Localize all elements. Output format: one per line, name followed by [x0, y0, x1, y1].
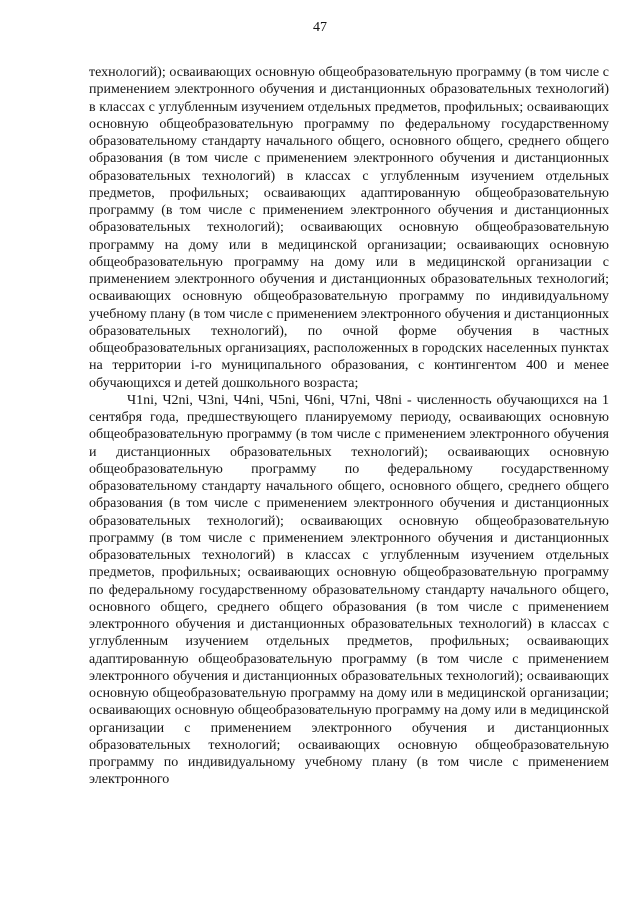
paragraph-continuation: технологий); осваивающих основную общеобразовательную программу (в том числе с применением электронного обучения и дистанционных образовательных технологий) в классах с углубленным изучением отдельных предметов, профильных; осваивающих основную общеобразовательную программу по федеральному государственному образовательному стандарту начального общего, основного общего, среднего общего образования (в том числе с применением электронного обучения и дистанционных образовательных технологий) в классах с углубленным изучением отдельных предметов, профильных; осваивающих адаптированную общеобразовательную программу (в том числе с применением электронного обучения и дистанционных образовательных технологий); осваивающих основную общеобразовательную программу на дому или в медицинской организации; осваивающих основную общеобразовательную программу на дому или в медицинской организации с применением электронного обучения и дистанционных образовательных технологий; осваивающих основную общеобразовательную программу по индивидуальному учебному плану (в том числе с применением электронного обучения и дистанционных образовательных технологий), по очной форме обучения в частных общеобразовательных организациях, расположенных в городских населенных пунктах на территории i-го муниципального образования, с контингентом 400 и менее обучающихся и детей дошкольного возраста; — [89, 65, 609, 391]
page-number: 47 — [313, 20, 327, 35]
body-text — [89, 64, 609, 789]
paragraph-definition: Ч1ni, Ч2ni, Ч3ni, Ч4ni, Ч5ni, Ч6ni, Ч7ni, Ч8ni - численность обучающихся на 1 сентября года, предшествующего планируемому периоду, осваивающих основную общеобразовательную программу (в том числе с применением электронного обучения и дистанционных образовательных технологий); осваивающих основную общеобразовательную программу по федеральному государственному образовательному стандарту начального общего, основного общего, среднего общего образования (в том числе с применением электронного обучения и дистанционных образовательных технологий); осваивающих основную общеобразовательную программу (в том числе с применением электронного обучения и дистанционных образовательных технологий) в классах с углубленным изучением отдельных предметов, профильных; осваивающих основную общеобразовательную программу по федеральному государственному образовательному стандарту начального общего, основного общего, среднего общего образования (в том числе с применением электронного обучения и дистанционных образовательных технологий) в классах с углубленным изучением отдельных предметов, профильных; осваивающих адаптированную общеобразовательную программу (в том числе с применением электронного обучения и дистанционных образовательных технологий); осваивающих основную общеобразовательную программу на дому или в медицинской организации; осваивающих основную общеобразовательную программу на дому или в медицинской организации с применением электронного обучения и дистанционных образовательных технологий; осваивающих основную общеобразовательную программу по индивидуальному учебному плану (в том числе с применением электронного — [89, 392, 609, 788]
